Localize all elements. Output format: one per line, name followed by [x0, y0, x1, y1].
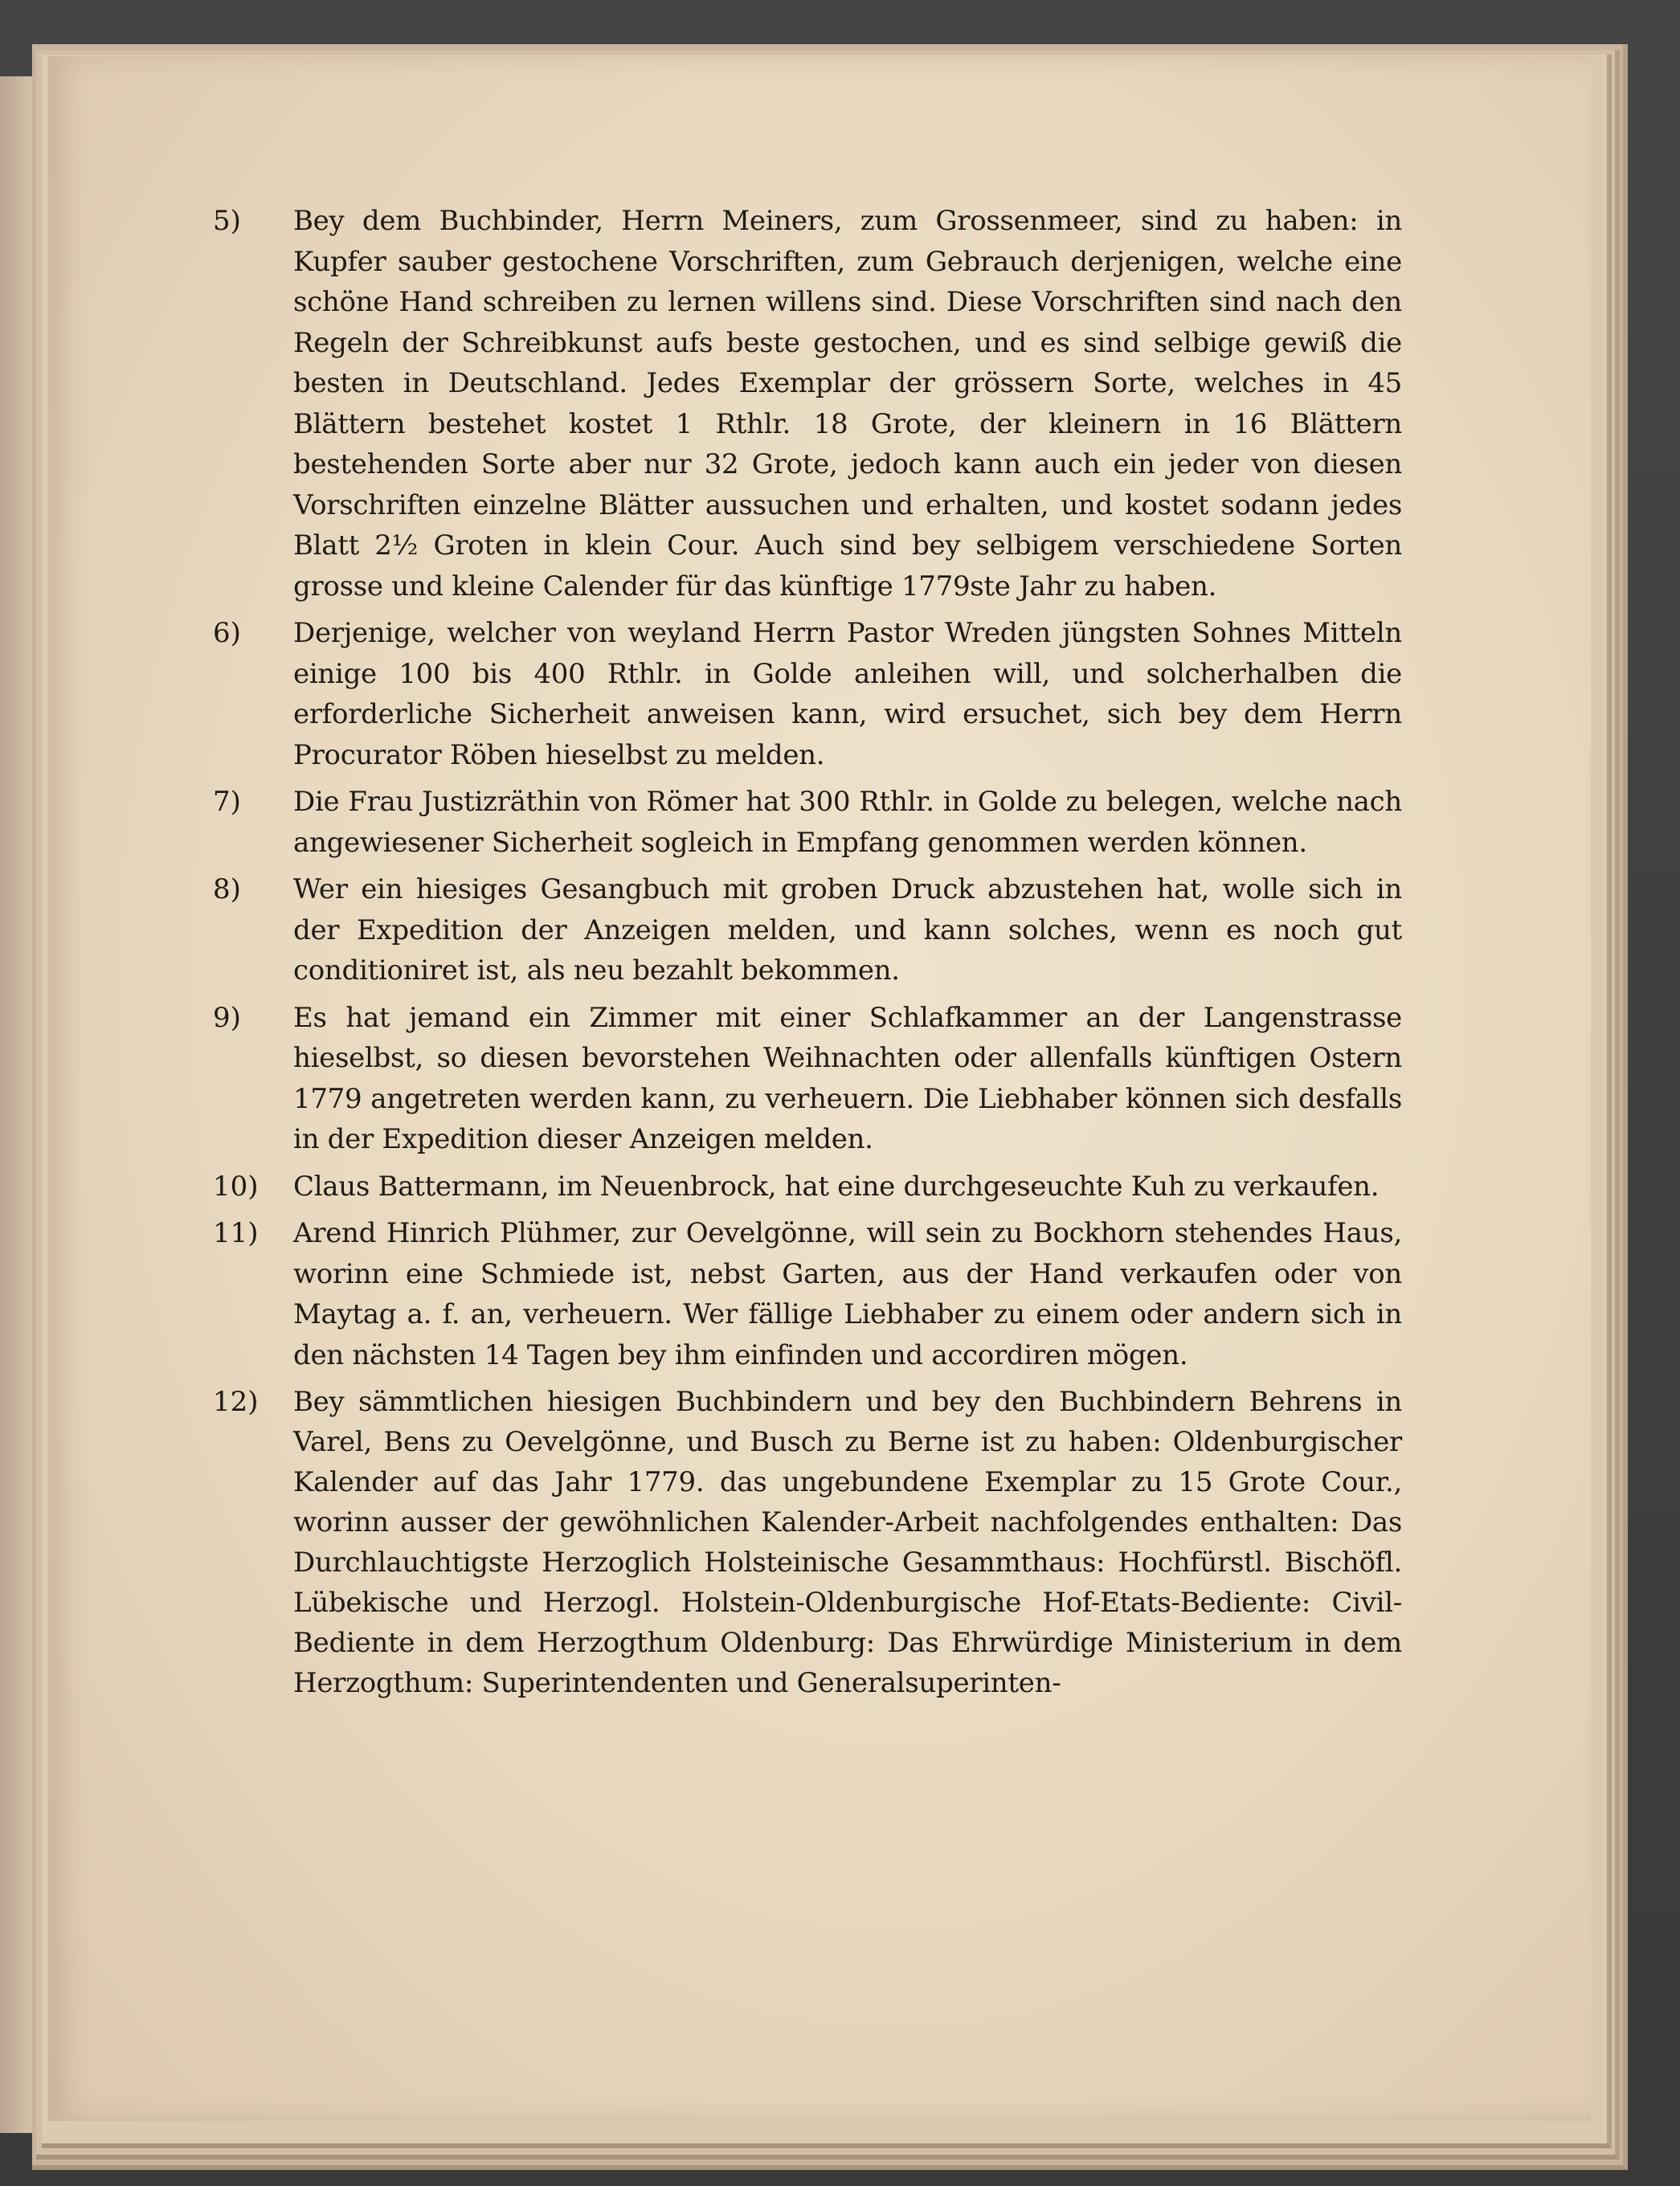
- entry-number: 7): [213, 786, 241, 818]
- entry-number: 9): [213, 1001, 241, 1034]
- entry-text: Arend Hinrich Plühmer, zur Oevelgönne, will sein zu Bockhorn stehendes Haus, worinn eine Schmiede ist, nebst Garten, aus der Hand verkaufen oder von Maytag a. f. an, verheuern. Wer fällige Liebhaber zu einem oder andern sich in den nächsten 14 Tagen bey ihm einfinden und accordiren mögen.: [293, 1217, 1402, 1371]
- entry-text: Es hat jemand ein Zimmer mit einer Schlafkammer an der Langenstrasse hieselbst, so diesen bevorstehen Weihnachten oder allenfalls künftigen Ostern 1779 angetreten werden kann, zu verheuern. Die Liebhaber können sich desfalls in der Expedition dieser Anzeigen melden.: [293, 1001, 1402, 1155]
- announcement-entry: [213, 1382, 1402, 1703]
- entry-text: Bey sämmtlichen hiesigen Buchbindern und bey den Buchbindern Behrens in Varel, Bens zu Oevelgönne, und Busch zu Berne ist zu haben: Oldenburgischer Kalender auf das Jahr 1779. das ungebundene Exemplar zu 15 Grote Cour., worinn ausser der gewöhnlichen Kalender-Arbeit nachfolgendes enthalten: Das Durchlauchtigste Herzoglich Holsteinische Gesammthaus: Hochfürstl. Bischöfl. Lübekische und Herzogl. Holstein-Oldenburgische Hof-Etats-Bediente: Civil-Bediente in dem Herzogthum Oldenburg: Das Ehrwürdige Ministerium in dem Herzogthum: Superintendenten und Generalsuperinten-: [293, 1386, 1402, 1699]
- announcement-entry: [213, 998, 1402, 1160]
- announcement-entry: [213, 869, 1402, 991]
- entry-number: 10): [213, 1170, 259, 1203]
- announcement-entry: [213, 1213, 1402, 1375]
- entry-number: 11): [213, 1217, 259, 1249]
- page-content: [213, 201, 1402, 1710]
- entry-number: 8): [213, 873, 241, 905]
- announcement-entry: [213, 782, 1402, 863]
- entry-number: 6): [213, 617, 241, 649]
- entry-text: Derjenige, welcher von weyland Herrn Pastor Wreden jüngsten Sohnes Mitteln einige 100 bis 400 Rthlr. in Golde anleihen will, und solcherhalben die erforderliche Sicherheit anweisen kann, wird ersuchet, sich bey dem Herrn Procurator Röben hieselbst zu melden.: [293, 617, 1402, 771]
- announcement-entry: [213, 1167, 1402, 1207]
- entry-text: Wer ein hiesiges Gesangbuch mit groben Druck abzustehen hat, wolle sich in der Expedition der Anzeigen melden, und kann solches, wenn es noch gut conditioniret ist, als neu bezahlt bekommen.: [293, 873, 1402, 987]
- entry-number: 5): [213, 205, 241, 237]
- announcement-entry: [213, 613, 1402, 775]
- entry-number: 12): [213, 1386, 259, 1418]
- entry-text: Claus Battermann, im Neuenbrock, hat eine durchgeseuchte Kuh zu verkaufen.: [293, 1170, 1380, 1203]
- announcement-entry: [213, 201, 1402, 607]
- entry-text: Bey dem Buchbinder, Herrn Meiners, zum Grossenmeer, sind zu haben: in Kupfer sauber gestochene Vorschriften, zum Gebrauch derjenigen, welche eine schöne Hand schreiben zu lernen willens sind. Diese Vorschriften sind nach den Regeln der Schreibkunst aufs beste gestochen, und es sind selbige gewiß die besten in Deutschland. Jedes Exemplar der grössern Sorte, welches in 45 Blättern bestehet kostet 1 Rthlr. 18 Grote, der kleinern in 16 Blättern bestehenden Sorte aber nur 32 Grote, jedoch kann auch ein jeder von diesen Vorschriften einzelne Blätter aussuchen und erhalten, und kostet sodann jedes Blatt 2½ Groten in klein Cour. Auch sind bey selbigem verschiedene Sorten grosse und kleine Calender für das künftige 1779ste Jahr zu haben.: [293, 205, 1402, 603]
- entry-text: Die Frau Justizräthin von Römer hat 300 Rthlr. in Golde zu belegen, welche nach angewiesener Sicherheit sogleich in Empfang genommen werden können.: [293, 786, 1402, 859]
- document-page: [48, 56, 1591, 2121]
